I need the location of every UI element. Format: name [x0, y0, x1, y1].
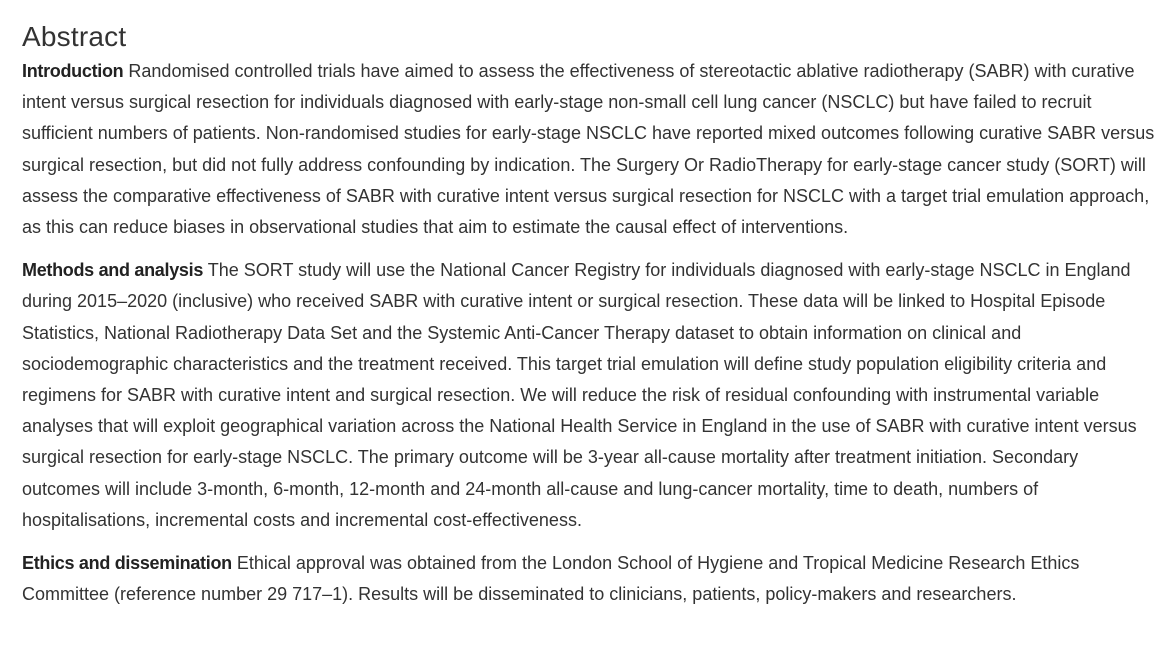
section-text-methods-and-analysis: The SORT study will use the National Cancer Registry for individuals diagnosed with early-stage NSCLC in England during 2015–2020 (inclusive) who received SABR with curative intent or surgical resection. These data will be linked to Hospital Episode Statistics, National Radiotherapy Data Set and the Systemic Anti-Cancer Therapy dataset to obtain information on clinical and sociodemographic characteristics and the treatment received. This target trial emulation will define study population eligibility criteria and regimens for SABR with curative intent and surgical resection. We will reduce the risk of residual confounding with instrumental variable analyses that will exploit geographical variation across the National Health Service in England in the use of SABR with curative intent versus surgical resection for early-stage NSCLC. The primary outcome will be 3-year all-cause mortality after treatment initiation. Secondary outcomes will include 3-month, 6-month, 12-month and 24-month all-cause and lung-cancer mortality, time to death, numbers of hospitalisations, incremental costs and incremental cost-effectiveness. — [22, 260, 1137, 530]
abstract-heading: Abstract — [22, 21, 127, 52]
section-text-ethics-and-dissemination: Ethical approval was obtained from the London School of Hygiene and Tropical Medicine Research Ethics Committee (reference number 29 717–1). Results will be disseminated to clinicians, patients, policy-makers and researchers. — [22, 553, 1080, 605]
section-label-ethics-and-dissemination: Ethics and dissemination — [22, 553, 232, 574]
abstract-introduction — [22, 56, 1155, 243]
abstract-ethics-and-dissemination — [22, 548, 1155, 610]
section-label-introduction: Introduction — [22, 61, 124, 81]
section-text-introduction: Randomised controlled trials have aimed to assess the effectiveness of stereotactic ablative radiotherapy (SABR) with curative intent versus surgical resection for individuals diagnosed with early-stage non-small cell lung cancer (NSCLC) but have failed to recruit sufficient numbers of patients. Non-randomised studies for early-stage NSCLC have reported mixed outcomes following curative SABR versus surgical resection, but did not fully address confounding by indication. The Surgery Or RadioTherapy for early-stage cancer study (SORT) will assess the comparative effectiveness of SABR with curative intent versus surgical resection for NSCLC with a target trial emulation approach, as this can reduce biases in observational studies that aim to estimate the causal effect of interventions. — [22, 61, 1155, 238]
section-label-methods-and-analysis: Methods and analysis — [22, 260, 204, 281]
abstract-methods-and-analysis — [22, 255, 1155, 536]
